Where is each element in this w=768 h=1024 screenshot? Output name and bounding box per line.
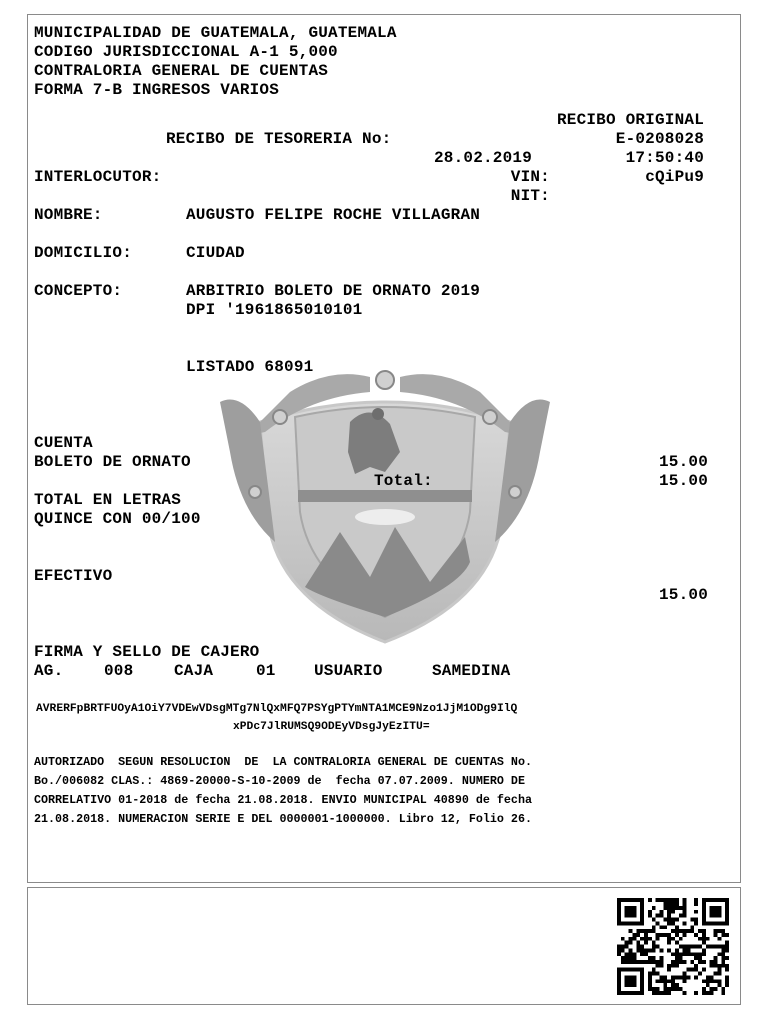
efectivo-amount: 15.00 [658, 586, 708, 604]
hash-line-1: AVRERFpBRTFUOyA1OiY7VDEwVDsgMTg7NlQxMFQ7PSYgPTYmNTA1MCE9Nzo1JjM1ODg9IlQ [36, 703, 518, 715]
total-letras-value: QUINCE CON 00/100 [34, 510, 201, 528]
hash-line-2: xPDc7JlRUMSQ9ODEyVDsgJyEzITU= [233, 721, 430, 733]
listado: LISTADO 68091 [186, 358, 314, 376]
legal-line-3: CORRELATIVO 01-2018 de fecha 21.08.2018. ENVIO MUNICIPAL 40890 de fecha [34, 793, 532, 807]
total-amount: 15.00 [658, 472, 708, 490]
receipt-number-label: RECIBO DE TESORERIA No: [166, 130, 392, 148]
header-line-2: CODIGO JURISDICCIONAL A-1 5,000 [34, 43, 338, 61]
usuario-label: USUARIO [314, 662, 383, 680]
concepto-line-2: DPI '1961865010101 [186, 301, 363, 319]
legal-line-2: Bo./006082 CLAS.: 4869-20000-S-10-2009 de fecha 07.07.2009. NUMERO DE [34, 774, 525, 788]
total-letras-label: TOTAL EN LETRAS [34, 491, 182, 509]
domicilio-value: CIUDAD [186, 244, 245, 262]
nit-label: NIT: [510, 187, 550, 205]
item-name: BOLETO DE ORNATO [34, 453, 191, 471]
ag-value: 008 [104, 662, 134, 680]
receipt-date: 28.02.2019 [434, 149, 533, 167]
receipt-time: 17:50:40 [625, 149, 704, 167]
nombre-label: NOMBRE: [34, 206, 103, 224]
cuenta-label: CUENTA [34, 434, 93, 452]
item-amount: 15.00 [658, 453, 708, 471]
domicilio-label: DOMICILIO: [34, 244, 133, 262]
receipt-number: E-0208028 [615, 130, 704, 148]
interlocutor-label: INTERLOCUTOR: [34, 168, 162, 186]
header-line-3: CONTRALORIA GENERAL DE CUENTAS [34, 62, 329, 80]
concepto-label: CONCEPTO: [34, 282, 123, 300]
efectivo-label: EFECTIVO [34, 567, 113, 585]
qr-code [617, 898, 729, 995]
header-line-4: FORMA 7-B INGRESOS VARIOS [34, 81, 280, 99]
concepto-line-1: ARBITRIO BOLETO DE ORNATO 2019 [186, 282, 481, 300]
vin-value: cQiPu9 [645, 168, 704, 186]
nombre-value: AUGUSTO FELIPE ROCHE VILLAGRAN [186, 206, 481, 224]
header-line-1: MUNICIPALIDAD DE GUATEMALA, GUATEMALA [34, 24, 397, 42]
coat-of-arms-watermark [220, 362, 550, 647]
caja-value: 01 [256, 662, 276, 680]
firma-label: FIRMA Y SELLO DE CAJERO [34, 643, 260, 661]
total-label: Total: [374, 472, 433, 490]
receipt-copy-label: RECIBO ORIGINAL [556, 111, 704, 129]
legal-line-1: AUTORIZADO SEGUN RESOLUCION DE LA CONTRALORIA GENERAL DE CUENTAS No. [34, 755, 532, 769]
usuario-value: SAMEDINA [432, 662, 511, 680]
legal-line-4: 21.08.2018. NUMERACION SERIE E DEL 0000001-1000000. Libro 12, Folio 26. [34, 812, 532, 826]
ag-label: AG. [34, 662, 64, 680]
caja-label: CAJA [174, 662, 214, 680]
vin-label: VIN: [510, 168, 550, 186]
